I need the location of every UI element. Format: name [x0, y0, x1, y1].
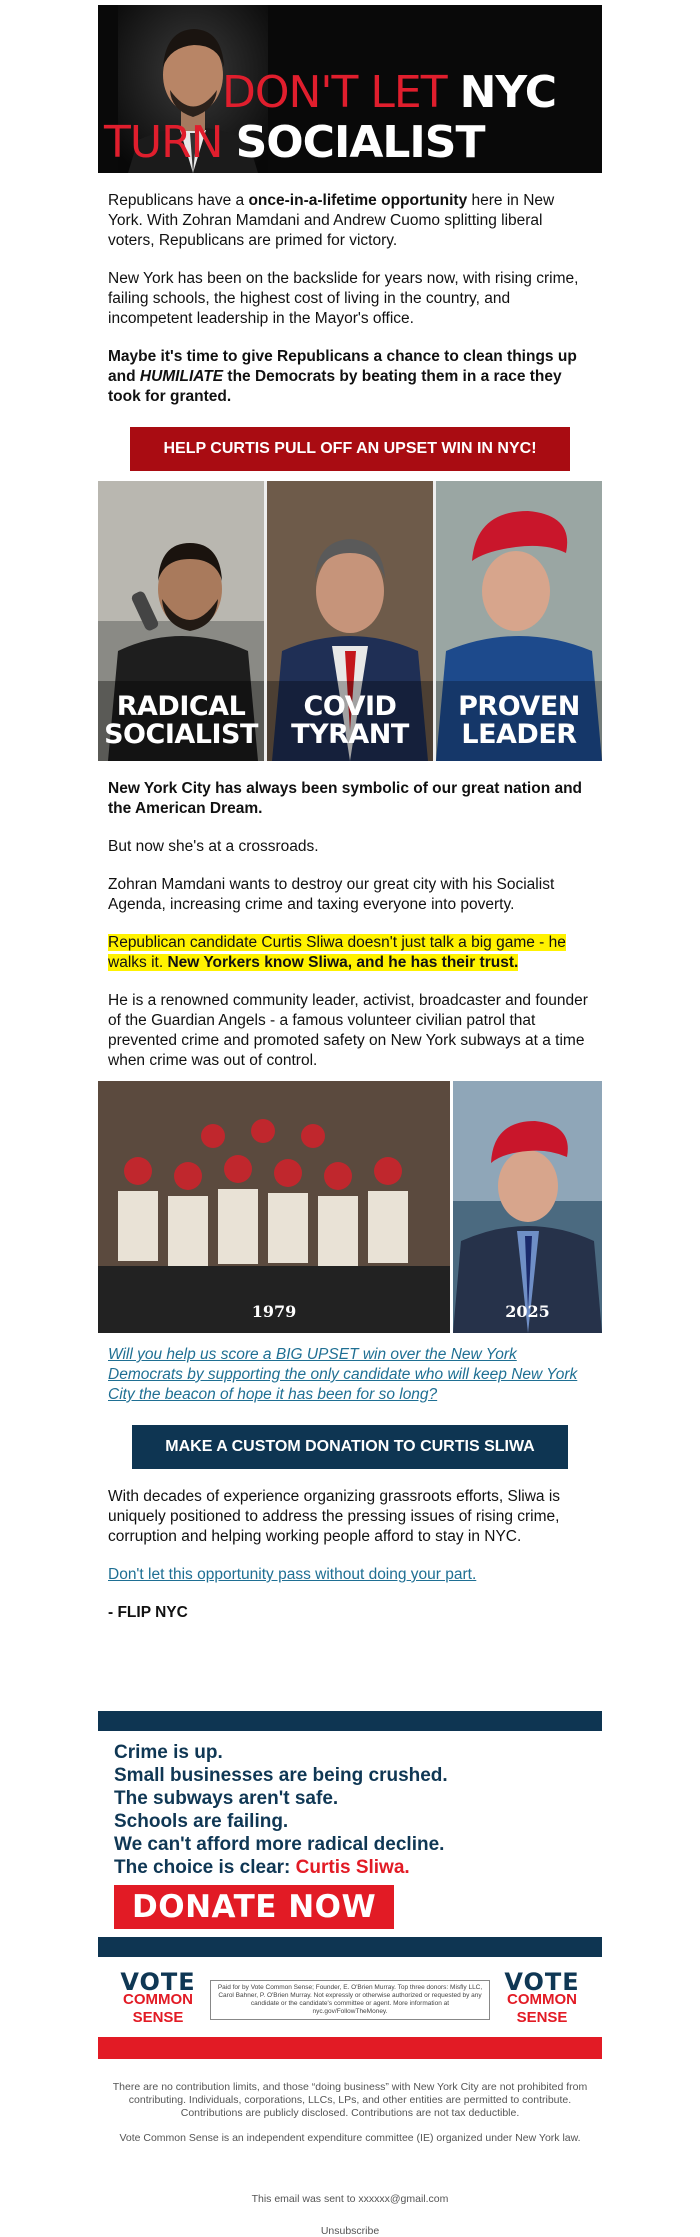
banner-last-a: The choice is clear:: [114, 1857, 296, 1878]
dont-let-opportunity-link[interactable]: Don't let this opportunity pass without doing your part.: [108, 1566, 477, 1583]
contribution-disclaimer: There are no contribution limits, and those “doing business” with New York City are not prohibited from contributing. Individuals, corporations, LLCs, LPs, and other entities are permitted to contribute. Contributions are publicly disclosed. Contributions are not tax deductible.: [112, 2081, 588, 2119]
vote-common-sense-logo-right: [502, 1968, 582, 2027]
help-curtis-button[interactable]: HELP CURTIS PULL OFF AN UPSET WIN IN NYC!: [130, 427, 570, 471]
banner-red-bar: [98, 2037, 602, 2059]
big-upset-link[interactable]: Will you help us score a BIG UPSET win over the New York Democrats by supporting the only candidate who will keep New York City the beacon of hope it has been for so long?: [108, 1346, 578, 1403]
intro-p3-c: the Democrats by beating them in a race they took for granted.: [108, 368, 562, 405]
mid-p4-highlight: Republican candidate Curtis Sliwa doesn't just talk a big game - he walks it.: [108, 934, 566, 971]
mid-p1-bold: New York City has always been symbolic of our great nation and the American Dream.: [108, 780, 583, 817]
mid-paragraph-4: [108, 933, 592, 973]
closing-section: [98, 1487, 602, 1623]
signoff: [108, 1603, 592, 1623]
donate-banner[interactable]: [98, 1711, 602, 2059]
intro-p1-c: here in New York. With Zohran Mamdani and Andrew Cuomo splitting liberal voters, Republicans are primed for victory.: [108, 192, 555, 249]
logo-vote-right: VOTE: [504, 1968, 580, 1996]
intro-paragraph-3: [108, 347, 592, 407]
photo-2025: [453, 1081, 602, 1333]
intro-p1-bold: once-in-a-lifetime opportunity: [248, 192, 468, 209]
mid-paragraph-3: Zohran Mamdani wants to destroy our great city with his Socialist Agenda, increasing crime and taxing everyone into poverty.: [108, 876, 555, 913]
banner-line-1: Crime is up.: [114, 1742, 223, 1763]
closing-link-paragraph: [108, 1565, 592, 1585]
appeal-paragraph: [108, 1345, 592, 1405]
caption-radical-socialist: RADICAL SOCIALIST: [104, 691, 258, 750]
logo-sense-right: SENSE: [516, 2009, 568, 2026]
hero-headline-red-1: DON'T LET: [222, 67, 460, 118]
banner-bottom-bar: [98, 1937, 602, 1957]
ie-disclaimer: Vote Common Sense is an independent expenditure committee (IE) organized under New York law.: [119, 2132, 581, 2144]
hero-headline-red-2: TURN: [104, 117, 236, 168]
intro-p3-italic: HUMILIATE: [139, 368, 224, 385]
intro-p1-a: Republicans have a: [108, 192, 249, 209]
triptych-panel-mamdani: [98, 481, 264, 761]
guardian-angels-photo[interactable]: [98, 1081, 602, 1333]
appeal-section: [98, 1345, 602, 1405]
banner-top-bar: [98, 1711, 602, 1731]
hero-headline-line1: [222, 67, 556, 118]
logo-common-left: COMMON: [123, 1991, 193, 2008]
photo-1979-panel: [98, 1081, 450, 1333]
unsubscribe-link[interactable]: Unsubscribe: [320, 2225, 380, 2237]
signoff-text: - FLIP NYC: [108, 1604, 188, 1621]
paid-for-disclaimer: Paid for by Vote Common Sense; Founder, E. O'Brien Murray. Top three donors: Misfly LLC, Carol Bahner, P. O'Brien Murray. Not expressly or otherwise authorized or requested by any candidate or the candidate's committee or agent. More information at nyc.gov/FollowTheMoney.: [210, 1980, 490, 2020]
mid-p4-bold-highlight: New Yorkers know Sliwa, and he has their trust.: [167, 954, 519, 971]
mid-paragraph-5: He is a renowned community leader, activist, broadcaster and founder of the Guardian Angels - a famous volunteer civilian patrol that prevented crime and promoted safety on New York subways at a time when crime was out of control.: [108, 992, 588, 1069]
vote-common-sense-logo-left: [118, 1968, 198, 2027]
banner-line-3: The subways aren't safe.: [114, 1788, 339, 1809]
photo-1979: [98, 1081, 450, 1333]
triptych-panel-cuomo: [267, 481, 433, 761]
logo-vote-left: VOTE: [120, 1968, 196, 1996]
closing-paragraph: With decades of experience organizing grassroots efforts, Sliwa is uniquely positioned to address the pressing issues of rising crime, corruption and helping working people afford to stay in NYC.: [108, 1488, 561, 1545]
hero-headline-white-1: NYC: [459, 67, 556, 118]
intro-section: [98, 191, 602, 407]
intro-p3-a: Maybe it's time to give Republicans a chance to clean things up and: [108, 348, 577, 385]
email-container: [98, 5, 602, 2237]
hero-headline-white-2: SOCIALIST: [235, 117, 485, 168]
candidates-triptych[interactable]: [98, 481, 602, 761]
banner-last-b: Curtis Sliwa.: [295, 1857, 410, 1878]
year-label-1979: 1979: [251, 1302, 297, 1321]
caption-proven-leader: PROVEN LEADER: [458, 691, 580, 750]
custom-donation-button[interactable]: MAKE A CUSTOM DONATION TO CURTIS SLIWA: [132, 1425, 568, 1469]
banner-body: [98, 1731, 602, 1937]
intro-paragraph-2: New York has been on the backslide for years now, with rising crime, failing schools, the highest cost of living in the country, and incompetent leadership in the Mayor's office.: [108, 270, 579, 327]
mid-paragraph-2: But now she's at a crossroads.: [108, 838, 319, 855]
mid-paragraph-1: [108, 779, 592, 819]
hero-banner: [98, 5, 602, 173]
banner-line-6: [114, 1856, 586, 1879]
donate-now-button[interactable]: DONATE NOW: [114, 1885, 394, 1929]
banner-line-4: Schools are failing.: [114, 1811, 289, 1832]
hero-headline-line2: [104, 117, 484, 168]
sent-to-notice: This email was sent to xxxxxx@gmail.com: [251, 2193, 449, 2205]
logo-sense-left: SENSE: [132, 2009, 184, 2026]
photo-2025-panel: [453, 1081, 602, 1333]
triptych-panel-sliwa: [436, 481, 602, 761]
mid-section: [98, 779, 602, 1071]
footer-logos: [98, 1957, 602, 2037]
logo-common-right: COMMON: [507, 1991, 577, 2008]
banner-line-5: We can't afford more radical decline.: [114, 1834, 445, 1855]
intro-paragraph-1: [108, 191, 592, 251]
caption-covid-tyrant: COVID TYRANT: [291, 691, 409, 750]
year-label-2025: 2025: [505, 1302, 550, 1321]
banner-line-2: Small businesses are being crushed.: [114, 1765, 448, 1786]
